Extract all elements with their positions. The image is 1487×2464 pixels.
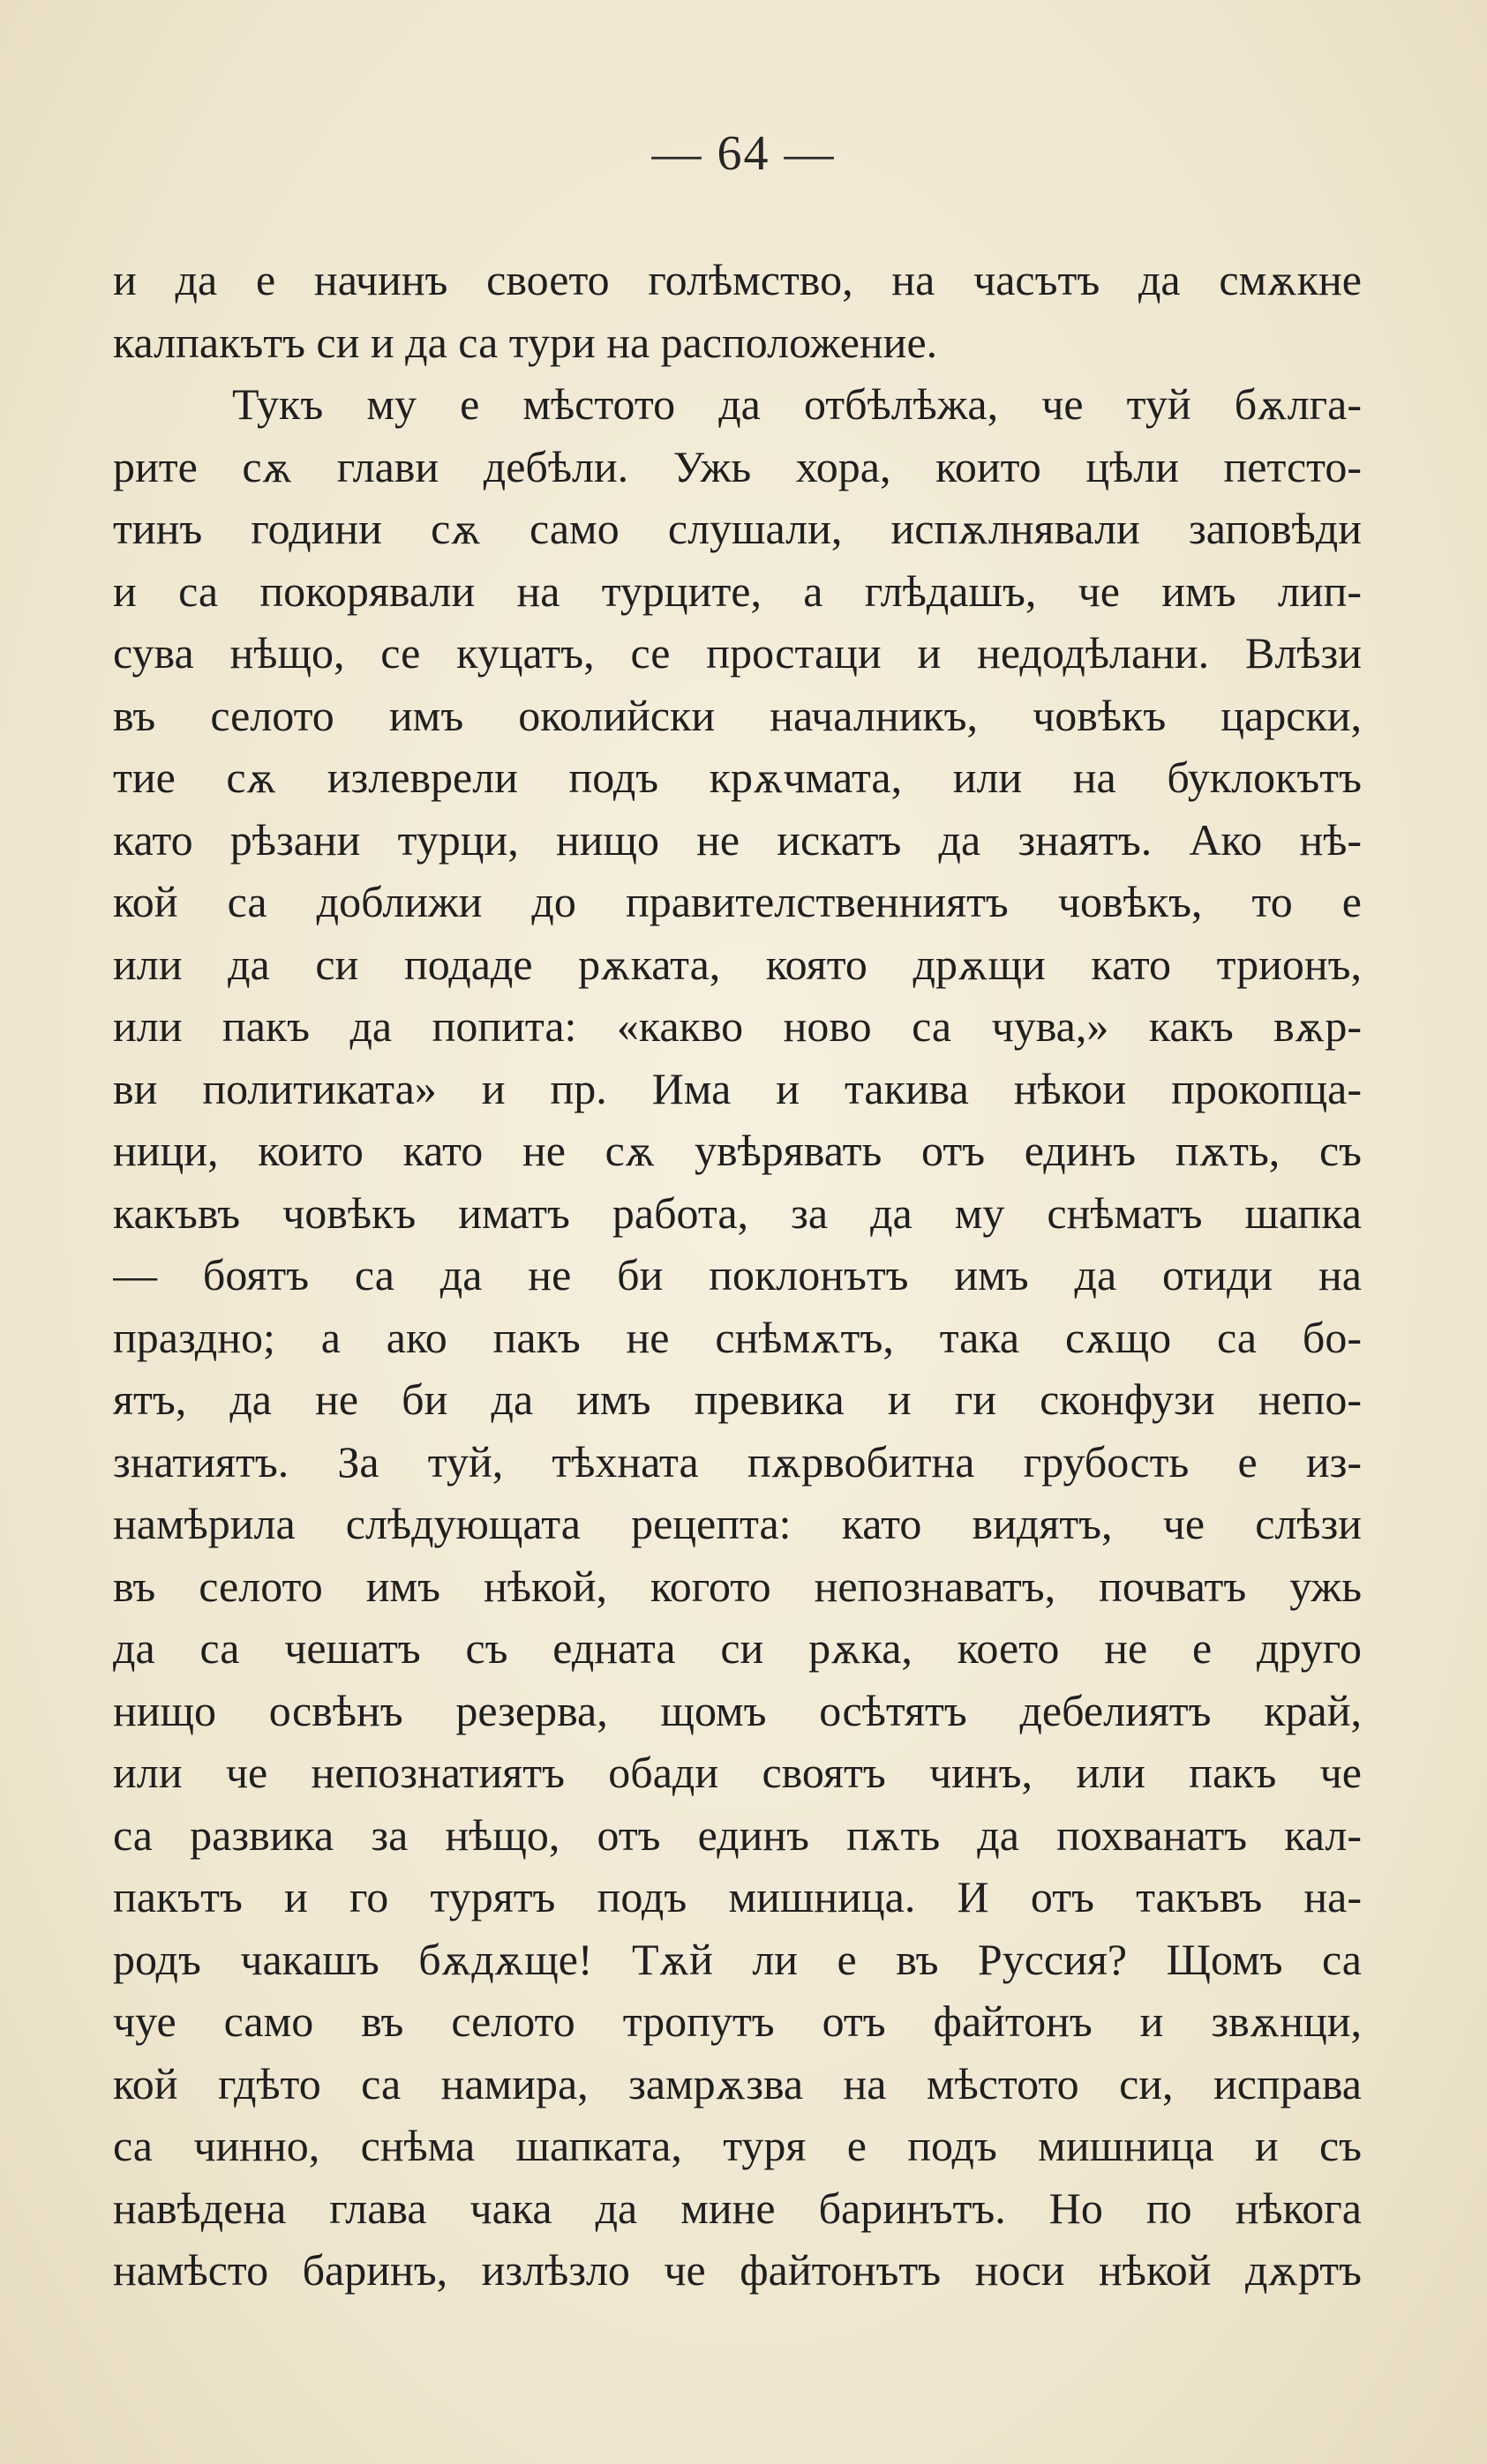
text-line: калпакътъ си и да са тури на расположение. [113, 317, 938, 367]
text-line: нищо освѣнъ резерва, щомъ осѣтятъ дебелиятъ край, [113, 1685, 1362, 1735]
text-line: навѣдена глава чака да мине баринътъ. Но по нѣкога [113, 2183, 1362, 2233]
text-line: кой гдѣто са намира, замрѫзва на мѣстото си, исправа [113, 2058, 1362, 2108]
text-line: сува нѣщо, се куцатъ, се простаци и недодѣлани. Влѣзи [113, 628, 1362, 678]
text-line: са развика за нѣщо, отъ единъ пѫть да похванатъ кал- [113, 1809, 1362, 1860]
text-line: ви политиката» и пр. Има и такива нѣкои прокопца- [113, 1063, 1362, 1113]
text-line: като рѣзани турци, нищо не искатъ да знаятъ. Ако нѣ- [113, 814, 1362, 865]
text-line: намѣрила слѣдующата рецепта: като видятъ, че слѣзи [113, 1499, 1362, 1548]
text-line: какъвъ човѣкъ иматъ работа, за да му снѣматъ шапка [113, 1187, 1362, 1238]
text-line: ятъ, да не би да имъ превика и ги сконфузи непо- [113, 1374, 1362, 1424]
text-line: тинъ години сѫ само слушали, испѫлнявали заповѣди [113, 504, 1362, 553]
text-line: праздно; а ако пакъ не снѣмѫтъ, така сѫщо са бо- [113, 1312, 1362, 1362]
text-line: да са чешатъ съ едната си рѫка, което не е друго [113, 1623, 1362, 1673]
text-line: пакътъ и го турятъ подъ мишница. И отъ такъвъ на- [113, 1872, 1362, 1921]
text-line: или пакъ да попита: «какво ново са чува,» какъ вѫр- [113, 1001, 1362, 1051]
paragraph-start-line: Тукъ му е мѣстото да отбѣлѣжа, че туй бѫлга- [232, 379, 1362, 429]
text-line: въ селото имъ нѣкой, когото непознаватъ, почватъ ужь [113, 1561, 1362, 1611]
text-line: родъ чакашъ бѫдѫще! Тѫй ли е въ Руссия? Щомъ са [113, 1934, 1362, 1984]
text-line: и са покорявали на турците, а глѣдашъ, че имъ лип- [113, 565, 1362, 616]
text-line: рите сѫ глави дебѣли. Ужь хора, които цѣли петсто- [113, 441, 1362, 491]
text-line: тие сѫ излеврели подъ крѫчмата, или на буклокътъ [113, 753, 1362, 802]
text-line: или да си подаде рѫката, която дрѫщи като трионъ, [113, 939, 1362, 989]
text-line: кой са доближи до правителственниятъ човѣкъ, то е [113, 877, 1362, 926]
body-text [113, 249, 1362, 2302]
page-number: — 64 — [651, 126, 836, 181]
text-line: — боятъ са да не би поклонътъ имъ да отиди на [113, 1250, 1362, 1299]
text-line: са чинно, снѣма шапката, туря е подъ мишница и съ [113, 2121, 1362, 2170]
text-line: ници, които като не сѫ увѣрявать отъ единъ пѫть, съ [113, 1126, 1362, 1175]
text-line: чуе само въ селото тропутъ отъ файтонъ и звѫнци, [113, 1996, 1362, 2046]
text-line: знатиятъ. За туй, тѣхната пѫрвобитна грубость е из- [113, 1436, 1362, 1487]
text-line: или че непознатиятъ обади своятъ чинъ, или пакъ че [113, 1748, 1362, 1797]
text-line: въ селото имъ околийски началникъ, човѣкъ царски, [113, 690, 1362, 740]
text-line: намѣсто баринъ, излѣзло че файтонътъ носи нѣкой дѫртъ [113, 2245, 1362, 2295]
text-line: и да е начинъ своето голѣмство, на часътъ да смѫкне [113, 255, 1362, 304]
